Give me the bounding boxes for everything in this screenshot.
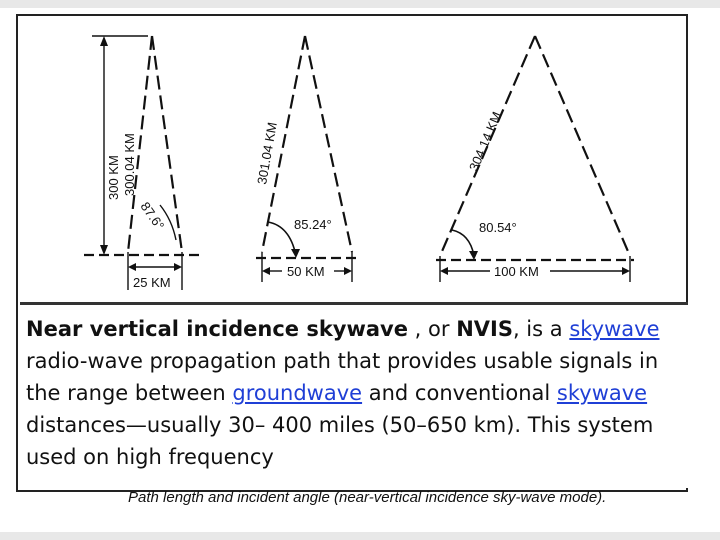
middle-angle-arrow: [291, 249, 300, 258]
middle-base-arrow-b: [344, 267, 352, 275]
left-height-label: 300 KM: [106, 155, 121, 200]
nvis-abbreviation: NVIS: [456, 317, 513, 341]
middle-base-label: 50 KM: [287, 264, 325, 279]
middle-angle-label: 85.24°: [294, 217, 332, 232]
skywave-link-2[interactable]: skywave: [556, 381, 648, 405]
left-base-arrow-a: [128, 263, 136, 271]
text-segment: , or: [408, 317, 457, 341]
right-base-arrow-b: [622, 267, 630, 275]
nvis-description: [20, 302, 688, 488]
figure-caption: Path length and incident angle (near-vertical incidence sky-wave mode).: [128, 489, 607, 506]
groundwave-link[interactable]: groundwave: [232, 381, 363, 405]
right-angle-label: 80.54°: [479, 220, 517, 235]
middle-base-arrow-a: [262, 267, 270, 275]
text-segment: and conventional: [362, 381, 557, 405]
nvis-term: Near vertical incidence skywave: [26, 317, 408, 341]
right-path-label: 304.14 KM: [465, 109, 505, 174]
left-base-label: 25 KM: [133, 275, 171, 290]
text-segment: radio-wave propagation path that provides usable signals in the range between: [26, 349, 659, 405]
right-base-label: 100 KM: [494, 264, 539, 279]
bottom-bar: [0, 532, 720, 540]
left-angle-label: 87.6°: [137, 199, 168, 233]
left-base-arrow-b: [174, 263, 182, 271]
right-path-right: [535, 36, 630, 256]
right-base-arrow-a: [440, 267, 448, 275]
text-segment: , is a: [512, 317, 570, 341]
middle-angle-arc: [268, 222, 296, 256]
height-arrow-bottom: [100, 245, 108, 255]
middle-path-label: 301.04 KM: [254, 120, 280, 186]
skywave-link[interactable]: skywave: [569, 317, 660, 341]
left-path-label: 300.04 KM: [122, 133, 137, 196]
text-segment: distances—usually 30– 400 miles (50–650 km). This system used on high frequency: [26, 413, 654, 469]
right-angle-arrow: [469, 251, 478, 260]
height-arrow-top: [100, 36, 108, 46]
